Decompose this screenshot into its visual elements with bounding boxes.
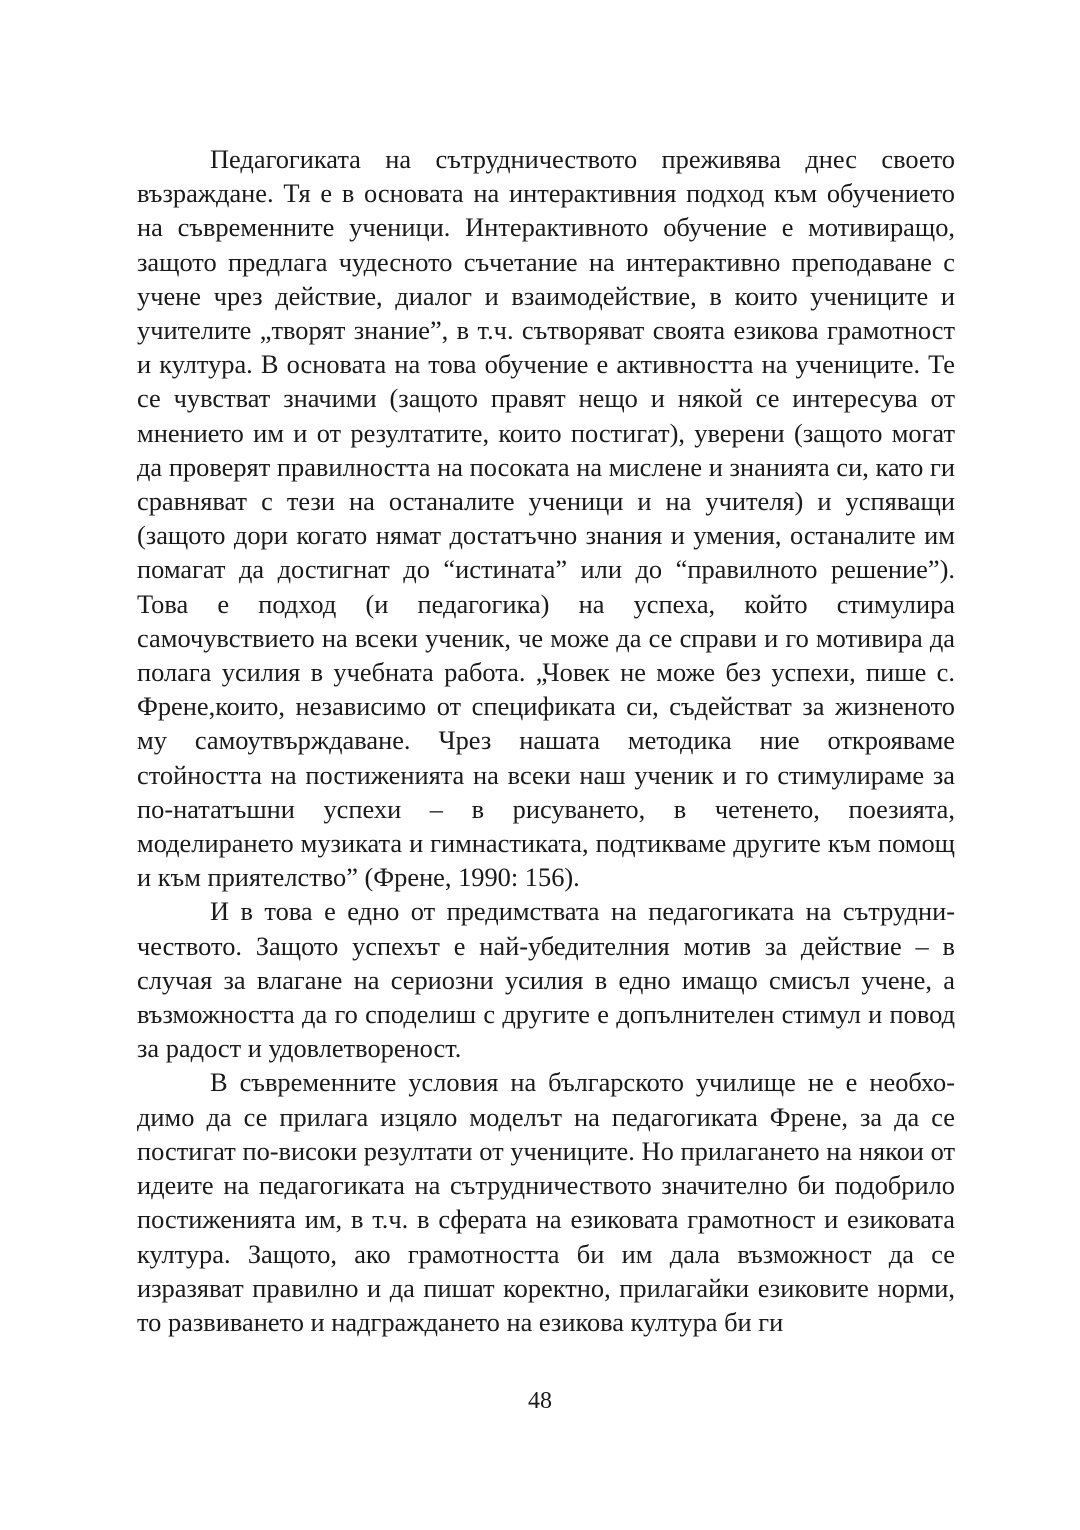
page-number: 48 xyxy=(528,1388,552,1414)
paragraph-2: И в това е едно от предимствата на педагогиката на сътрудничеството. Защото успехът е най-убедителния мотив за действие – в случая за влагане на сериозни усилия в едно имащо смисъл учене, а възможността да го споделиш с другите е допълнителен стимул и повод за радост и удовлетвореност. xyxy=(137,896,955,1064)
paragraph-3: В съвременните условия на българското училище не е необходимо да се прилага изцяло моделът на педагогиката Френе, за да се постигат по-високи резултати от учениците. Но прилагането на някои от идеите на педагогиката на сътрудничеството значително би подобрило постиженията им, в т.ч. в сферата на езиковата грамотност и езиковата култура. Защото, ако грамотността би им дала възможност да се изразяват правилно и да пишат коректно, прилагайки езиковите норми, то развиването и надграждането на езикова култура би ги xyxy=(137,1067,955,1337)
page-body xyxy=(137,142,955,1339)
paragraph-1: Педагогиката на сътрудничеството преживява днес своето възраждане. Тя е в основата на интерактивния подход към обучението на съвременните ученици. Интерактивното обучение е мотивиращо, защото предлага чудесното съчетание на интерактивно преподаване с учене чрез действие, диалог и взаимодействие, в които учениците и учителите „творят знание”, в т.ч. сътворяват своята езикова грамотност и култура. В основата на това обучение е активността на учениците. Те се чувстват значими (защото правят нещо и някой се интересува от мнението им и от резултатите, които постигат), уверени (защото могат да проверят правилността на посоката на мислене и знанията си, като ги сравняват с тези на останалите ученици и на учителя) и успяващи (защото дори когато нямат достатъчно знания и умения, останалите им помагат да достигнат до “истината” или до “правилното решение”). Това е подход (и педагогика) на успеха, който стимулира самочувствието на всеки ученик, че може да се справи и го мотивира да полага усилия в учебната работа. „Човек не може без успехи, пише с. Френе,които, независимо от спецификата си, съдействат за жизненото му самоутвърждаване. Чрез нашата методика ние открояваме стойността на постиженията на всеки наш ученик и го стимулираме за по-нататъшни успехи – в рисуването, в четенето, поезията, моделирането музиката и гимнастиката, подтикваме другите към помощ и към приятелство” (Френе, 1990: 156). xyxy=(137,144,955,893)
